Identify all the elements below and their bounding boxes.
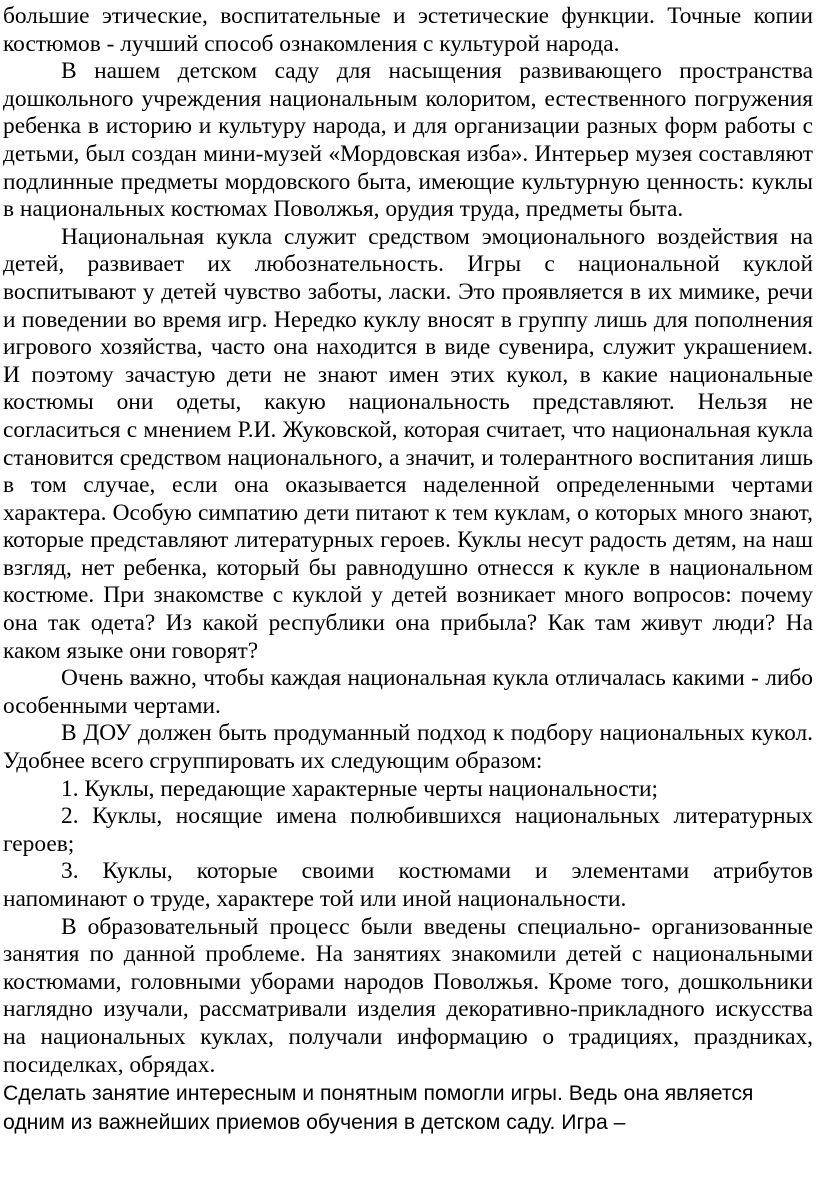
list-item-2: 2. Куклы, носящие имена полюбившихся национальных литературных героев;	[3, 803, 813, 857]
list-item-3: 3. Куклы, которые своими костюмами и элементами атрибутов напоминают о труде, характере той или иной национальности.	[3, 858, 813, 912]
paragraph-mini-museum: В нашем детском саду для насыщения развивающего пространства дошкольного учреждения национальным колоритом, естественного погружения ребенка в историю и культуру народа, и для организации разных форм работы с детьми, был создан мини-музей «Мордовская изба». Интерьер музея составляют подлинные предметы мордовского быта, имеющие культурную ценность: куклы в национальных костюмах Поволжья, орудия труда, предметы быта.	[3, 58, 813, 223]
paragraph-educational-process: В образовательный процесс были введены специально- организованные занятия по данной проблеме. На занятиях знакомили детей с национальными костюмами, головными уборами народов Поволжья. Кроме того, дошкольники наглядно изучали, рассматривали изделия декоративно-прикладного искусства на национальных куклах, получали информацию о традициях, праздниках, посиделках, обрядах.	[3, 913, 813, 1078]
paragraph-national-doll: Национальная кукла служит средством эмоционального воздействия на детей, развивает их любознательность. Игры с национальной куклой воспитывают у детей чувство заботы, ласки. Это проявляется в их мимике, речи и поведении во время игр. Нередко куклу вносят в группу лишь для пополнения игрового хозяйства, часто она находится в виде сувенира, служит украшением. И поэтому зачастую дети не знают имен этих кукол, в какие национальные костюмы они одеты, какую национальность представляют. Нельзя не согласиться с мнением Р.И. Жуковской, которая считает, что национальная кукла становится средством национального, а значит, и толерантного воспитания лишь в том случае, если она оказывается наделенной определенными чертами характера. Особую симпатию дети питают к тем куклам, о которых много знают, которые представляют литературных героев. Куклы несут радость детям, на наш взгляд, нет ребенка, который бы равнодушно отнесся к кукле в национальном костюме. При знакомстве с куклой у детей возникает много вопросов: почему она так одета? Из какой республики она прибыла? Как там живут люди? На каком языке они говорят?	[3, 223, 813, 664]
paragraph-costume-functions: большие этические, воспитательные и эстетические функции. Точные копии костюмов - лучший способ ознакомления с культурой народа.	[3, 3, 813, 57]
list-item-1: 1. Куклы, передающие характерные черты национальности;	[61, 775, 659, 802]
paragraph-doll-features: Очень важно, чтобы каждая национальная кукла отличалась какими - либо особенными чертами.	[3, 665, 813, 719]
paragraph-doll-selection: В ДОУ должен быть продуманный подход к подбору национальных кукол. Удобнее всего сгруппировать их следующим образом:	[3, 720, 813, 775]
paragraph-games: Сделать занятие интересным и понятным помогли игры. Ведь она является одним из важнейших приемов обучения в детском саду. Игра –	[3, 1082, 754, 1134]
